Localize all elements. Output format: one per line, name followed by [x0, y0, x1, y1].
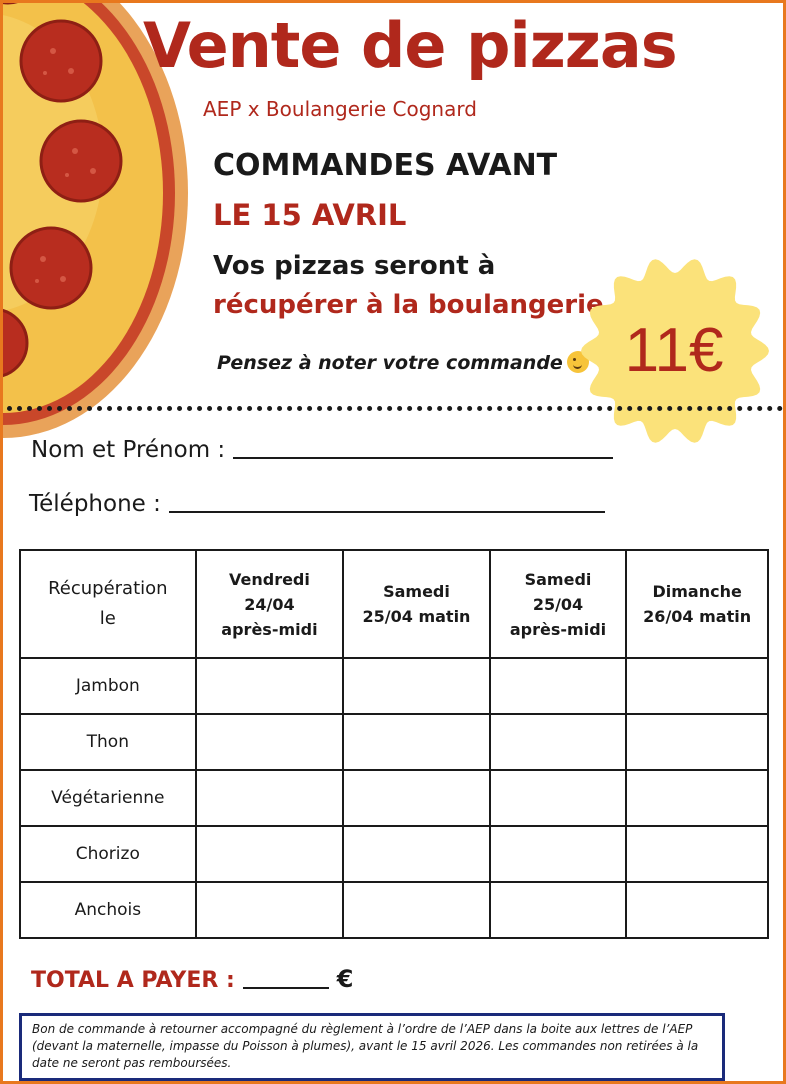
corner-line-2: le — [99, 608, 116, 629]
quantity-cell[interactable] — [490, 714, 627, 770]
reminder-text: Pensez à noter votre commande — [217, 352, 563, 374]
quantity-cell[interactable] — [343, 658, 490, 714]
total-field — [31, 965, 353, 993]
table-row — [20, 658, 768, 714]
quantity-cell[interactable] — [626, 770, 768, 826]
table-row — [20, 882, 768, 938]
quantity-cell[interactable] — [343, 882, 490, 938]
column-header-line: après-midi — [509, 619, 607, 639]
column-header-line: 24/04 — [244, 594, 295, 614]
column-header — [490, 550, 627, 658]
phone-field — [29, 491, 605, 517]
quantity-cell[interactable] — [626, 658, 768, 714]
name-field — [31, 437, 613, 463]
pickup-line-1: Vos pizzas seront à — [213, 251, 496, 281]
quantity-cell[interactable] — [490, 882, 627, 938]
column-header — [196, 550, 344, 658]
quantity-cell[interactable] — [490, 658, 627, 714]
quantity-cell[interactable] — [626, 882, 768, 938]
pizza-name-cell: Jambon — [20, 658, 196, 714]
cut-line — [7, 406, 783, 411]
quantity-cell[interactable] — [196, 826, 344, 882]
column-header-line: Samedi — [524, 569, 592, 589]
quantity-cell[interactable] — [626, 826, 768, 882]
phone-label: Téléphone : — [29, 491, 161, 517]
table-header-row — [20, 550, 768, 658]
name-input-line[interactable] — [233, 457, 613, 459]
currency-symbol: € — [336, 965, 354, 993]
table-row — [20, 826, 768, 882]
column-header-line: après-midi — [221, 619, 318, 639]
quantity-cell[interactable] — [490, 826, 627, 882]
column-header-line: Vendredi — [228, 569, 310, 589]
table-row — [20, 714, 768, 770]
pizza-name-cell: Chorizo — [20, 826, 196, 882]
total-input-line[interactable] — [243, 987, 329, 989]
quantity-cell[interactable] — [196, 770, 344, 826]
subtitle: AEP x Boulangerie Cognard — [203, 97, 477, 121]
column-header-line: 25/04 — [532, 594, 584, 614]
table-row — [20, 770, 768, 826]
column-header — [343, 550, 490, 658]
column-header — [626, 550, 768, 658]
pickup-line-2: récupérer à la boulangerie — [213, 290, 604, 320]
pizza-name-cell: Végétarienne — [20, 770, 196, 826]
column-header-line: 25/04 matin — [362, 607, 471, 626]
quantity-cell[interactable] — [343, 826, 490, 882]
quantity-cell[interactable] — [196, 658, 344, 714]
quantity-cell[interactable] — [626, 714, 768, 770]
column-header-line: 26/04 matin — [643, 607, 752, 626]
reminder-note — [217, 351, 589, 374]
quantity-cell[interactable] — [490, 770, 627, 826]
phone-input-line[interactable] — [169, 511, 605, 513]
quantity-cell[interactable] — [196, 882, 344, 938]
name-label: Nom et Prénom : — [31, 437, 226, 463]
footer-text: Bon de commande à retourner accompagné du règlement à l’ordre de l’AEP dans la boite aux lettres de l’AEP (devant la maternelle, impasse du Poisson à plumes), avant le 15 avril 2026. Les commandes non retirées à la date ne seront pas remboursées. — [32, 1022, 699, 1070]
quantity-cell[interactable] — [196, 714, 344, 770]
pizza-name-cell: Thon — [20, 714, 196, 770]
corner-header — [20, 550, 196, 658]
footer-instructions — [19, 1013, 725, 1081]
orders-heading: COMMANDES AVANT — [213, 148, 558, 183]
column-header-line: Dimanche — [652, 582, 742, 601]
order-table — [19, 549, 769, 939]
pizza-name-cell: Anchois — [20, 882, 196, 938]
price-label: 11€ — [624, 316, 724, 385]
quantity-cell[interactable] — [343, 714, 490, 770]
total-label: TOTAL A PAYER : — [31, 968, 235, 993]
page-title: Vente de pizzas — [143, 9, 677, 82]
deadline-heading: LE 15 AVRIL — [213, 198, 407, 232]
corner-line-1: Récupération — [48, 578, 168, 599]
quantity-cell[interactable] — [343, 770, 490, 826]
column-header-line: Samedi — [383, 582, 450, 601]
